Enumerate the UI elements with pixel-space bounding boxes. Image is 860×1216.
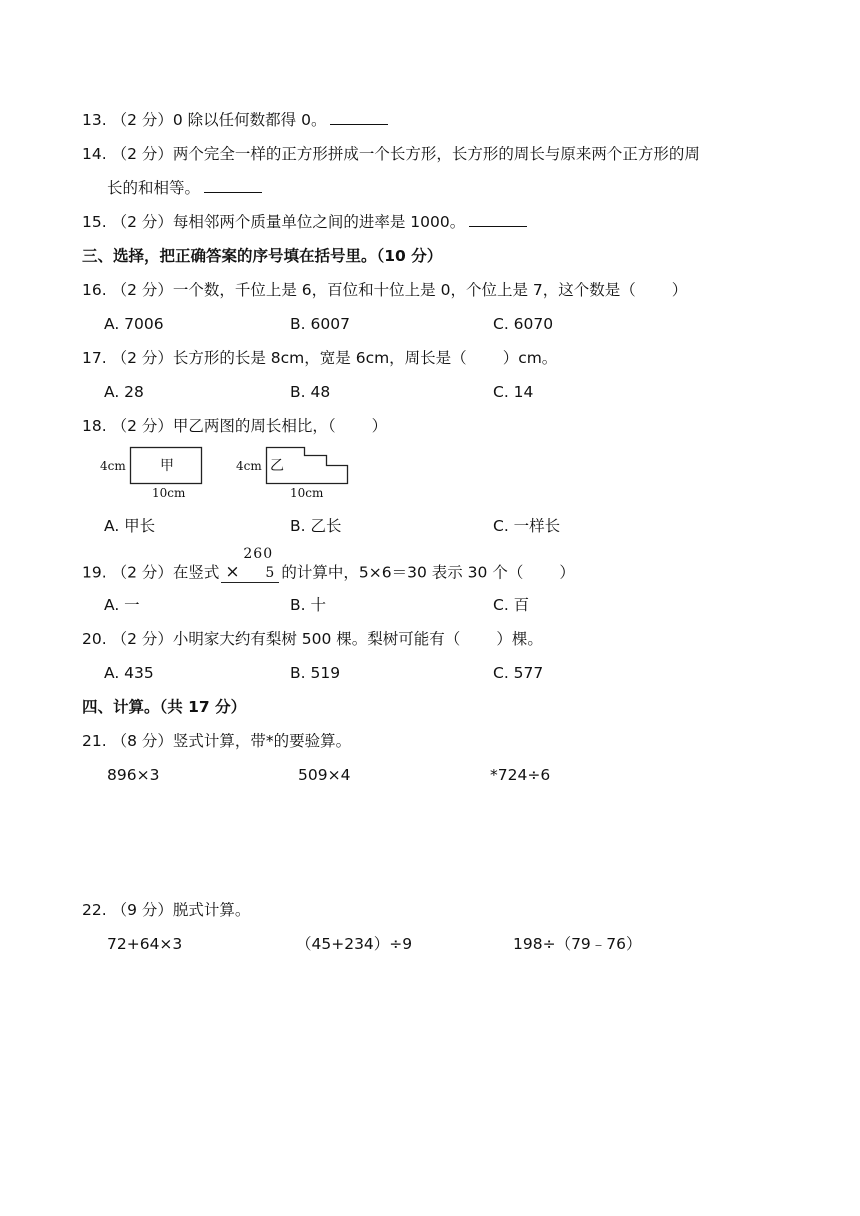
figure-yi-bottom-label: 10cm [290,486,324,500]
section-4-title: 四、计算。（共 17 分） [82,698,247,716]
option-c[interactable]: C. 一样长 [493,517,561,535]
vertical-top-number: 260 [243,546,274,562]
question-19-stem-end: 的计算中，5×6＝30 表示 30 个（ [281,563,524,582]
figure-yi-side-label: 4cm [236,459,262,473]
question-19-close: ） [559,563,575,582]
calc-item: 896×3 [107,766,160,784]
question-21: 21. （8 分）竖式计算，带*的要验算。 [82,732,352,750]
question-16-close: ） [671,281,688,299]
question-20-stem: 20. （2 分）小明家大约有梨树 500 棵。梨树可能有（ [82,630,461,648]
question-17-stem: 17. （2 分）长方形的长是 8cm，宽是 6cm，周长是（ [82,349,467,367]
question-13-text: 13. （2 分）0 除以任何数都得 0。 [82,111,327,129]
option-a[interactable]: A. 7006 [104,315,164,333]
option-b[interactable]: B. 6007 [290,315,350,333]
question-22: 22. （9 分）脱式计算。 [82,901,251,919]
question-15 [82,211,527,233]
calc-item: *724÷6 [490,766,551,784]
option-b[interactable]: B. 十 [290,596,326,614]
option-c[interactable]: C. 百 [493,596,530,614]
question-14 [82,143,700,165]
option-b[interactable]: B. 519 [290,664,341,682]
question-16-stem: 16. （2 分）一个数，千位上是 6，百位和十位上是 0，个位上是 7，这个数是（ [82,281,636,299]
question-20 [82,628,543,650]
calc-item: 72+64×3 [107,935,183,953]
question-14-text-line2: 长的和相等。 [107,179,201,197]
vertical-multiplication [221,546,279,591]
question-18-stem: 18. （2 分）甲乙两图的周长相比，（ [82,417,336,435]
option-b[interactable]: B. 乙长 [290,517,342,535]
section-3-title: 三、选择，把正确答案的序号填在括号里。（10 分） [82,247,443,265]
question-17-stem-end: ）cm。 [502,349,558,367]
figure-jia-bottom-label: 10cm [152,486,186,500]
vertical-rule [221,582,279,583]
question-14-text-line1: 14. （2 分）两个完全一样的正方形拼成一个长方形，长方形的周长与原来两个正方形的周 [82,145,700,163]
vertical-bottom-number: 5 [265,565,275,581]
option-c[interactable]: C. 577 [493,664,544,682]
option-b[interactable]: B. 48 [290,383,331,401]
option-a[interactable]: A. 28 [104,383,144,401]
answer-blank[interactable] [330,110,388,125]
figure-yi-label: 乙 [270,458,284,474]
option-a[interactable]: A. 甲长 [104,517,156,535]
answer-blank[interactable] [469,212,527,227]
option-c[interactable]: C. 6070 [493,315,554,333]
figure-jia [100,444,204,502]
question-18 [82,415,387,437]
figure-jia-side-label: 4cm [100,459,126,473]
option-a[interactable]: A. 一 [104,596,140,614]
question-19-stem: 19. （2 分）在竖式 [82,563,220,582]
figure-yi [236,444,350,502]
question-18-close: ） [371,417,388,435]
question-13 [82,109,388,131]
question-17 [82,347,557,369]
answer-blank[interactable] [204,178,262,193]
calc-item: （45+234）÷9 [296,935,413,953]
question-16 [82,279,687,301]
question-14-cont [107,177,262,199]
calc-item: 198÷（79﹣76） [513,935,642,953]
question-19 [82,546,575,591]
question-15-text: 15. （2 分）每相邻两个质量单位之间的进率是 1000。 [82,213,466,231]
option-c[interactable]: C. 14 [493,383,534,401]
figure-jia-label: 甲 [160,458,174,474]
question-20-stem-end: ）棵。 [496,630,543,648]
vertical-operator: × [225,562,240,582]
calc-item: 509×4 [298,766,351,784]
option-a[interactable]: A. 435 [104,664,154,682]
